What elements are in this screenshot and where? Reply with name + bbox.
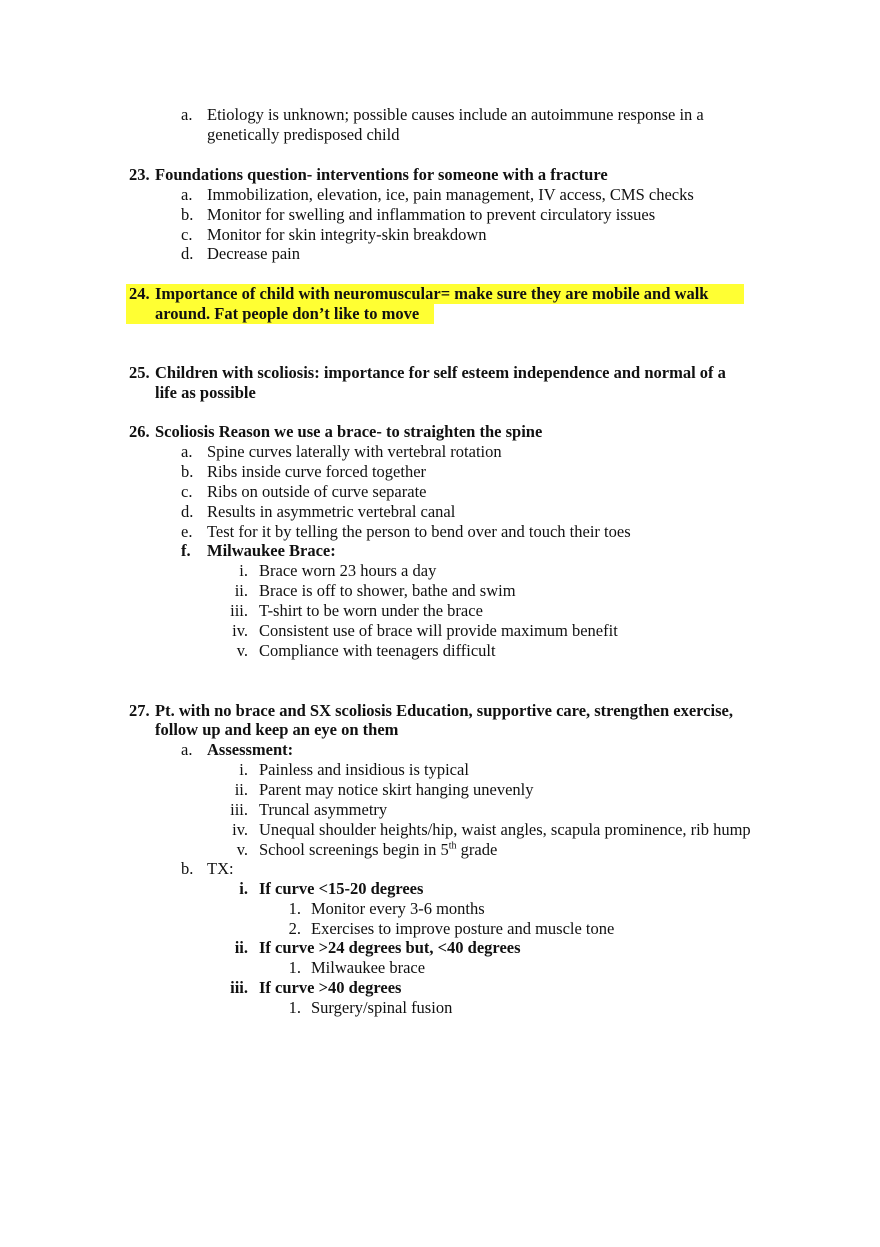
roman-marker: iv. bbox=[232, 621, 248, 640]
sub-item-text: Consistent use of brace will provide maximum benefit bbox=[259, 621, 618, 640]
item-heading: Foundations question- interventions for someone with a fracture bbox=[155, 165, 608, 184]
roman-marker: iii. bbox=[230, 601, 248, 620]
sub-item-text: If curve >24 degrees but, <40 degrees bbox=[259, 938, 521, 957]
list-item-text: Spine curves laterally with vertebral rotation bbox=[207, 442, 502, 461]
list-marker: b. bbox=[181, 462, 194, 481]
item-heading: Importance of child with neuromuscular= make sure they are mobile and walk bbox=[155, 284, 709, 303]
item-number: 27. bbox=[129, 701, 150, 720]
list-item-text: Decrease pain bbox=[207, 244, 300, 263]
sub-item-text: Painless and insidious is typical bbox=[259, 760, 469, 779]
roman-marker: iii. bbox=[230, 800, 248, 819]
list-item-text: TX: bbox=[207, 859, 234, 878]
list-item-text: Ribs inside curve forced together bbox=[207, 462, 427, 481]
roman-marker: v. bbox=[236, 641, 248, 660]
sub-item-text: Unequal shoulder heights/hip, waist angles, scapula prominence, rib hump bbox=[259, 820, 751, 839]
list-marker: b. bbox=[181, 205, 194, 224]
item-heading: follow up and keep an eye on them bbox=[155, 720, 399, 739]
roman-marker: iv. bbox=[232, 820, 248, 839]
roman-marker: i. bbox=[239, 561, 248, 580]
list-item-text: genetically predisposed child bbox=[207, 125, 400, 144]
list-marker: d. bbox=[181, 502, 194, 521]
sub-item-text: Parent may notice skirt hanging unevenly bbox=[259, 780, 534, 799]
list-item-text: Milwaukee Brace: bbox=[207, 541, 336, 560]
sub-sub-item-text: Exercises to improve posture and muscle tone bbox=[311, 919, 615, 938]
list-item-text: Monitor for swelling and inflammation to prevent circulatory issues bbox=[207, 205, 656, 224]
list-marker: a. bbox=[181, 185, 193, 204]
list-marker: b. bbox=[181, 859, 194, 878]
list-item-text: Test for it by telling the person to bend over and touch their toes bbox=[207, 522, 631, 541]
list-marker: c. bbox=[181, 482, 193, 501]
sub-item-text: Brace is off to shower, bathe and swim bbox=[259, 581, 516, 600]
sub-item-text: Brace worn 23 hours a day bbox=[259, 561, 437, 580]
numeric-marker: 1. bbox=[288, 899, 301, 918]
item-number: 24. bbox=[129, 284, 150, 303]
list-marker: c. bbox=[181, 225, 193, 244]
item-heading: Children with scoliosis: importance for self esteem independence and normal of a bbox=[155, 363, 726, 382]
sub-item-text: If curve <15-20 degrees bbox=[259, 879, 424, 898]
list-marker: a. bbox=[181, 105, 193, 124]
item-heading: Scoliosis Reason we use a brace- to straighten the spine bbox=[155, 422, 543, 441]
list-item-text: Immobilization, elevation, ice, pain management, IV access, CMS checks bbox=[207, 185, 694, 204]
roman-marker: v. bbox=[236, 840, 248, 859]
item-heading: around. Fat people don’t like to move bbox=[155, 304, 420, 323]
list-marker: e. bbox=[181, 522, 193, 541]
list-marker: f. bbox=[181, 541, 191, 560]
list-item-text: Results in asymmetric vertebral canal bbox=[207, 502, 456, 521]
roman-marker: i. bbox=[239, 879, 248, 898]
roman-marker: ii. bbox=[234, 581, 248, 600]
list-marker: a. bbox=[181, 740, 193, 759]
sub-item-text: If curve >40 degrees bbox=[259, 978, 402, 997]
item-heading: Pt. with no brace and SX scoliosis Education, supportive care, strengthen exercise, bbox=[155, 701, 733, 720]
numeric-marker: 2. bbox=[288, 919, 301, 938]
sub-item-text: Compliance with teenagers difficult bbox=[259, 641, 496, 660]
list-marker: d. bbox=[181, 244, 194, 263]
sub-item-text-part: School screenings begin in 5 bbox=[259, 840, 449, 859]
roman-marker: iii. bbox=[230, 978, 248, 997]
sub-item-text: T-shirt to be worn under the brace bbox=[259, 601, 483, 620]
sub-item-text: Truncal asymmetry bbox=[259, 800, 388, 819]
sub-sub-item-text: Surgery/spinal fusion bbox=[311, 998, 453, 1017]
numeric-marker: 1. bbox=[288, 958, 301, 977]
list-item-text: Monitor for skin integrity-skin breakdown bbox=[207, 225, 487, 244]
list-item-text: Assessment: bbox=[207, 740, 294, 759]
roman-marker: ii. bbox=[234, 780, 248, 799]
list-item-text: Etiology is unknown; possible causes include an autoimmune response in a bbox=[207, 105, 704, 124]
sub-item-text-part: grade bbox=[456, 840, 498, 859]
numeric-marker: 1. bbox=[288, 998, 301, 1017]
list-marker: a. bbox=[181, 442, 193, 461]
item-number: 26. bbox=[129, 422, 150, 441]
roman-marker: ii. bbox=[234, 938, 248, 957]
sub-item-text bbox=[259, 840, 497, 860]
item-heading: life as possible bbox=[155, 383, 256, 402]
superscript: th bbox=[448, 840, 457, 852]
sub-sub-item-text: Monitor every 3-6 months bbox=[311, 899, 485, 918]
roman-marker: i. bbox=[239, 760, 248, 779]
item-number: 23. bbox=[129, 165, 150, 184]
list-item-text: Ribs on outside of curve separate bbox=[207, 482, 427, 501]
item-number: 25. bbox=[129, 363, 150, 382]
sub-sub-item-text: Milwaukee brace bbox=[311, 958, 426, 977]
